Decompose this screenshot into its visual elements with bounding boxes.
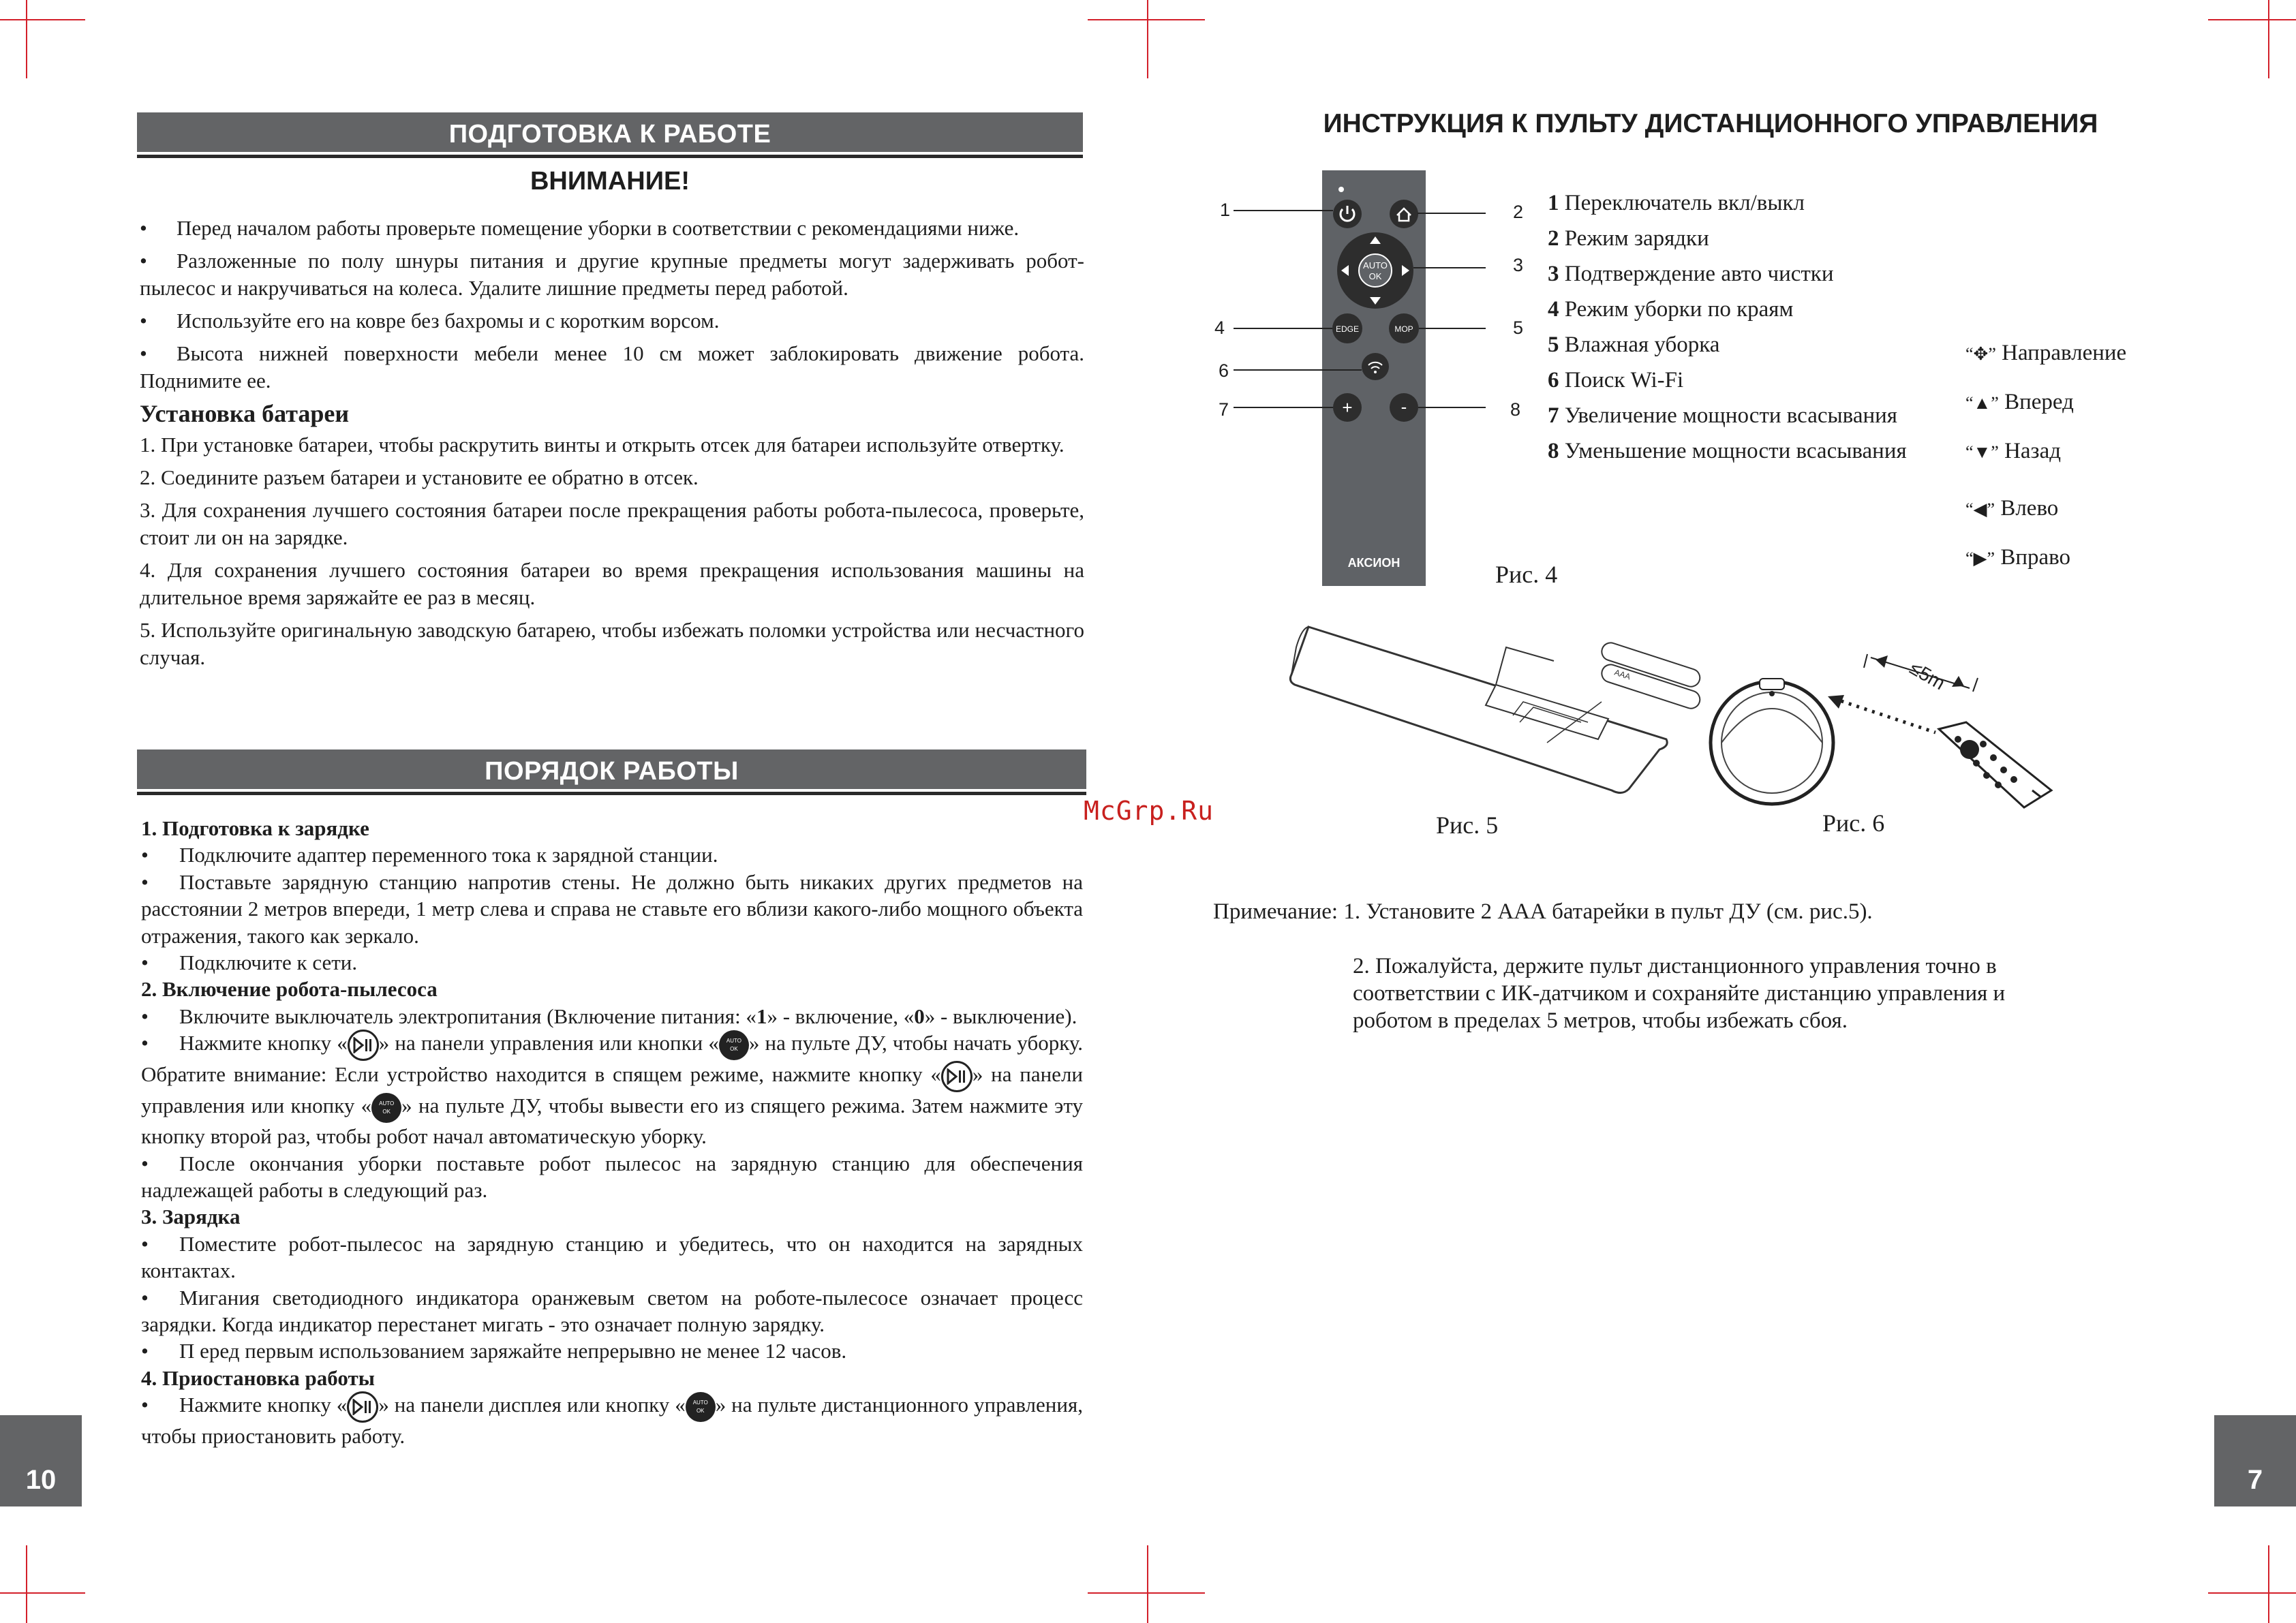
page-title: ИНСТРУКЦИЯ К ПУЛЬТУ ДИСТАНЦИОННОГО УПРАВЛЕНИЯ [1323,109,2098,138]
direction-all: “✥” Направление [1965,341,2127,365]
auto-ok-icon: AUTO OK [719,1030,749,1060]
legend-item: 7 Увеличение мощности всасывания [1548,403,1897,428]
section-header-preparation [137,112,1083,152]
edge-button [1332,313,1362,343]
svg-text:MOP: MOP [1394,324,1413,334]
section-header-operation-text: ПОРЯДОК РАБОТЫ [485,757,739,786]
remote-legend [1548,185,1907,469]
list-item: • Высота нижней поверхности мебели менее 10 см может заблокировать движение робота. Поднимите ее. [140,341,1084,392]
note-2: 2. Пожалуйста, держите пульт дистанционного управления точно в соответствии с ИК-датчиком и сохраняйте дистанцию управления и роботом в пределах 5 метров, чтобы избежать сбоя. [1353,954,2006,1033]
svg-text:AAA: AAA [1613,667,1632,682]
svg-text:EDGE: EDGE [1335,324,1360,334]
direction-right: “▶” Вправо [1965,545,2071,570]
list-item: • Разложенные по полу шнуры питания и другие крупные предметы могут задерживать робот-пылесос и накручиваться на колеса. Удалите лишние предметы перед работой. [140,249,1084,300]
legend-item: 8 Уменьшение мощности всасывания [1548,439,1907,463]
callout-2: 2 [1513,202,1524,222]
operation-text [141,815,1083,1450]
legend-item: 5 Влажная уборка [1548,333,1720,357]
home-button [1390,200,1418,228]
svg-text:≤5m: ≤5m [1906,657,1949,694]
page-number-right: 7 [2214,1415,2296,1506]
legend-item: 6 Поиск Wi-Fi [1548,368,1684,392]
power-button [1333,200,1362,228]
section-header-operation [137,749,1086,789]
plus-button [1333,393,1362,422]
figure-5-caption: Рис. 5 [1436,812,1499,839]
svg-text:OK: OK [1368,271,1382,281]
list-item: 3. Для сохранения лучшего состояния батареи после прекращения работы робота-пылесоса, проверьте, стоит ли он на зарядке. [140,498,1084,549]
minus-button [1390,393,1418,422]
list-item: 5. Используйте оригинальную заводскую батарею, чтобы избежать поломки устройства или несчастного случая. [140,618,1084,669]
play-pause-icon [348,1030,379,1061]
list-item: • Нажмите кнопку « » на панели управления или кнопки « AUTO OK » на пульте ДУ, чтобы начать уборку. Обратите внимание: Если устройство находится в спящем режиме, нажмите кнопку « » на панели управления или кнопку « AUTO OK » на пульте ДУ, чтобы вывести его из спящего режима. Затем нажмите эту кнопку второй раз, чтобы робот начал автоматическую уборку. [141,1030,1083,1149]
callout-5: 5 [1513,318,1524,338]
mop-button [1389,313,1419,343]
remote-range-diagram [1697,627,2079,831]
warning-title: ВНИМАНИЕ! [530,167,690,196]
direction-forward: “▲” Вперед [1965,390,2074,414]
legend-item: 2 Режим зарядки [1548,226,1709,251]
subsection-title: 3. Зарядка [141,1205,241,1229]
figure-6-caption: Рис. 6 [1822,809,1885,837]
preparation-text [140,215,1084,677]
note-1: Примечание: 1. Установите 2 ААА батарейки в пульт ДУ (см. рис.5). [1213,899,1873,924]
list-item: • Мигания светодиодного индикатора оранжевым светом на роботе-пылесосе означает процесс зарядки. Когда индикатор перестанет мигать - это означает полную зарядку. [141,1285,1083,1336]
list-item: • Поставьте зарядную станцию напротив стены. Не должно быть никаких других предметов на расстоянии 2 метров впереди, 1 метр слева и справа не ставьте его вблизи какого-либо мощного объекта отражения, такого как зеркало. [141,869,1083,948]
callout-7: 7 [1219,399,1229,420]
svg-text:AUTO: AUTO [1363,260,1388,270]
direction-legend [1965,341,2170,579]
list-item: • Перед началом работы проверьте помещение уборки в соответствии с рекомендациями ниже. [140,216,1020,240]
legend-item: 4 Режим уборки по краям [1548,297,1794,322]
remote-control-diagram [1206,164,1533,593]
direction-back: “▼” Назад [1965,439,2062,463]
direction-left: “◀” Влево [1965,496,2059,521]
list-item: • Поместите робот-пылесос на зарядную станцию и убедитесь, что он находится на зарядных контактах. [141,1231,1083,1283]
callout-8: 8 [1510,399,1521,420]
direction-pad [1337,232,1413,309]
callout-1: 1 [1220,200,1231,220]
page-number-left: 10 [0,1415,82,1506]
list-item: • Нажмите кнопку « » на панели дисплея или кнопку « AUTO OK » на пульте дистанционного управления, чтобы приостановить работу. [141,1391,1083,1449]
wifi-button [1362,353,1389,380]
auto-ok-icon: AUTO OK [371,1093,401,1123]
list-item: • Используйте его на ковре без бахромы и с коротким ворсом. [140,309,720,333]
legend-item: 1 Переключатель вкл/выкл [1548,191,1805,215]
legend-item: 3 Подтверждение авто чистки [1548,262,1834,286]
watermark: McGrp.Ru [1084,796,1214,826]
list-item: 4. Для сохранения лучшего состояния батареи во время прекращения использования машины на длительное время заряжайте ее раз в месяц. [140,558,1084,609]
battery-install-diagram [1288,620,1711,804]
list-item: • Подключите адаптер переменного тока к зарядной станции. [141,843,718,867]
list-item: • Подключите к сети. [141,950,358,975]
figure-4-caption: Рис. 4 [1495,561,1558,588]
callout-4: 4 [1214,318,1225,338]
list-item: 2. Соедините разъем батареи и установите ее обратно в отсек. [140,465,699,489]
list-item: 1. При установке батареи, чтобы раскрутить винты и открыть отсек для батареи используйте отвертку. [140,433,1065,457]
list-item: • После окончания уборки поставьте робот пылесос на зарядную станцию для обеспечения надлежащей работы в следующий раз. [141,1151,1083,1202]
brand-logo: АКСИОН [1347,556,1400,570]
callout-6: 6 [1219,360,1229,381]
callout-3: 3 [1513,255,1524,275]
subsection-title: 2. Включение робота-пылесоса [141,977,438,1002]
battery-title: Установка батареи [140,400,350,427]
play-pause-icon [941,1061,973,1092]
auto-ok-icon: AUTO OK [686,1392,716,1422]
svg-text:-: - [1400,397,1407,417]
list-item: • П еред первым использованием заряжайте непрерывно не менее 12 часов. [141,1339,847,1363]
section-header-preparation-text: ПОДГОТОВКА К РАБОТЕ [448,120,771,149]
play-pause-icon [347,1391,378,1423]
list-item: • Включите выключатель электропитания (Включение питания: «1» - включение, «0» - выключение). [141,1004,1077,1028]
svg-text:+: + [1342,397,1353,418]
subsection-title: 1. Подготовка к зарядке [141,816,369,840]
subsection-title: 4. Приостановка работы [141,1365,375,1390]
